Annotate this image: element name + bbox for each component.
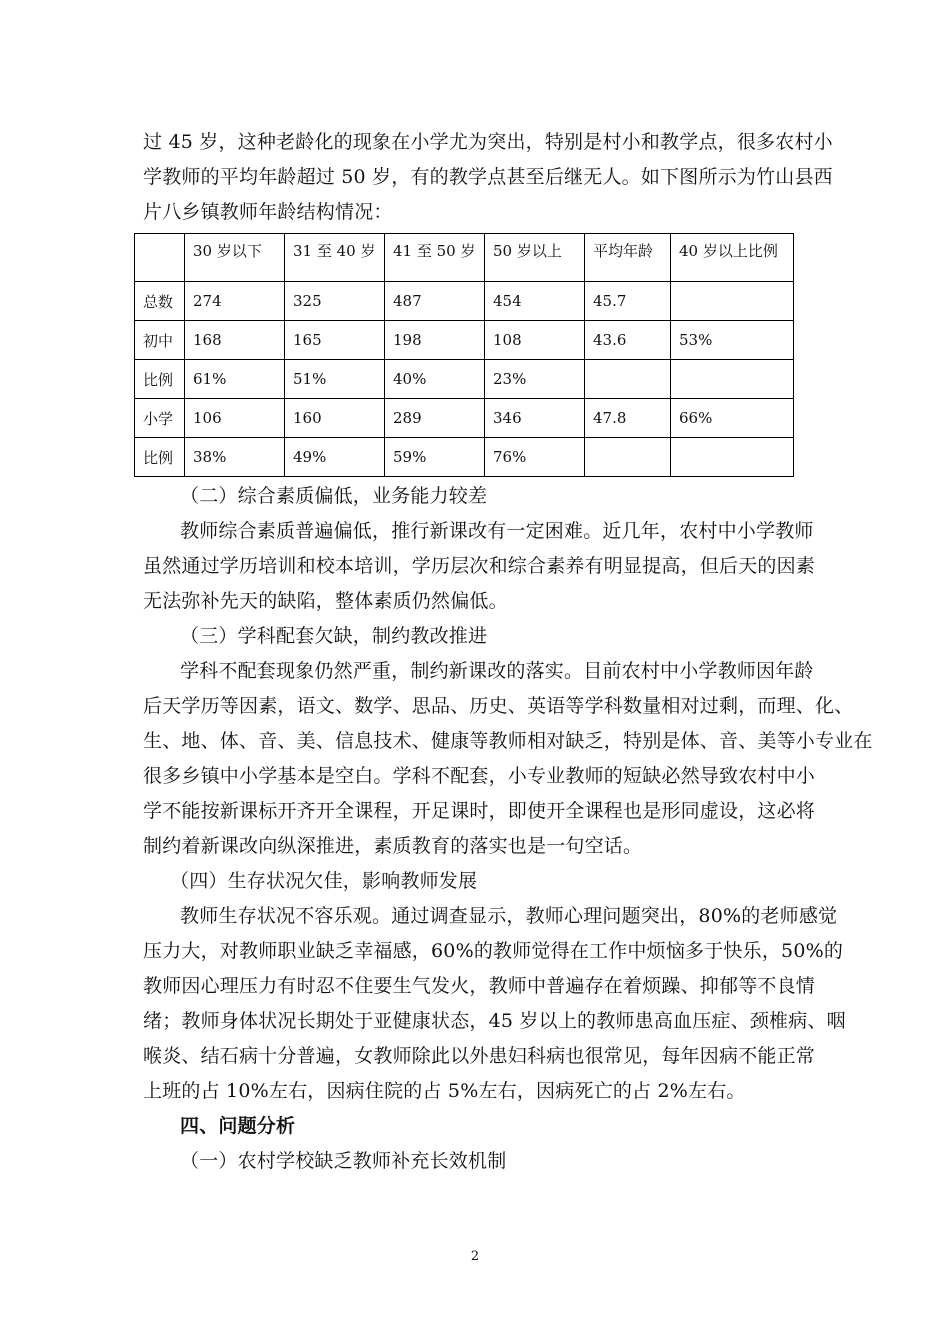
section-2-paragraph-line: 教师综合素质普遍偏低，推行新课改有一定困难。近几年，农村中小学教师 bbox=[180, 520, 814, 542]
table-cell: 454 bbox=[485, 282, 585, 321]
table-cell: 59% bbox=[385, 438, 485, 477]
table-cell: 43.6 bbox=[585, 321, 671, 360]
table-cell: 49% bbox=[285, 438, 385, 477]
table-cell: 61% bbox=[185, 360, 285, 399]
section-4-paragraph-line: 教师因心理压力有时忍不住要生气发火，教师中普遍存在着烦躁、抑郁等不良情 bbox=[143, 975, 816, 997]
table-cell: 487 bbox=[385, 282, 485, 321]
section-2-paragraph-line: 虽然通过学历培训和校本培训，学历层次和综合素养有明显提高，但后天的因素 bbox=[143, 555, 816, 577]
table-row bbox=[135, 321, 794, 360]
table-row bbox=[135, 360, 794, 399]
table-cell: 289 bbox=[385, 399, 485, 438]
analysis-subheading: （一）农村学校缺乏教师补充长效机制 bbox=[180, 1150, 507, 1172]
table-header-cell: 41 至 50 岁 bbox=[385, 234, 485, 282]
table-cell: 165 bbox=[285, 321, 385, 360]
table-cell: 106 bbox=[185, 399, 285, 438]
section-3-paragraph-line: 生、地、体、音、美、信息技术、健康等教师相对缺乏，特别是体、音、美等小专业在 bbox=[143, 730, 873, 752]
section-2-heading: （二）综合素质偏低，业务能力较差 bbox=[180, 485, 488, 507]
table-cell: 比例 bbox=[135, 438, 185, 477]
table-cell: 346 bbox=[485, 399, 585, 438]
section-3-paragraph-line: 制约着新课改向纵深推进，素质教育的落实也是一句空话。 bbox=[143, 835, 643, 857]
table-cell: 38% bbox=[185, 438, 285, 477]
table-cell: 比例 bbox=[135, 360, 185, 399]
page-number: 2 bbox=[470, 1249, 480, 1264]
section-3-paragraph-line: 学科不配套现象仍然严重，制约新课改的落实。目前农村中小学教师因年龄 bbox=[180, 660, 814, 682]
section-4-paragraph-line: 压力大，对教师职业缺乏幸福感，60%的教师觉得在工作中烦恼多于快乐，50%的 bbox=[143, 940, 844, 962]
table-header-row bbox=[135, 234, 794, 282]
table-cell: 40% bbox=[385, 360, 485, 399]
table-cell: 23% bbox=[485, 360, 585, 399]
table-cell bbox=[585, 360, 671, 399]
table-cell bbox=[671, 360, 794, 399]
table-cell: 325 bbox=[285, 282, 385, 321]
table-header-cell: 30 岁以下 bbox=[185, 234, 285, 282]
table-header-cell: 40 岁以上比例 bbox=[671, 234, 794, 282]
table-cell: 45.7 bbox=[585, 282, 671, 321]
table-header-cell: 50 岁以上 bbox=[485, 234, 585, 282]
table-cell: 初中 bbox=[135, 321, 185, 360]
table-cell: 76% bbox=[485, 438, 585, 477]
intro-line-1: 过 45 岁，这种老龄化的现象在小学尤为突出，特别是村小和教学点，很多农村小 bbox=[143, 131, 833, 153]
section-3-paragraph-line: 很多乡镇中小学基本是空白。学科不配套，小专业教师的短缺必然导致农村中小 bbox=[143, 765, 816, 787]
table-cell bbox=[671, 438, 794, 477]
table-cell bbox=[671, 282, 794, 321]
table-cell: 53% bbox=[671, 321, 794, 360]
section-3-paragraph-line: 学不能按新课标开齐开全课程，开足课时，即使开全课程也是形同虚设，这必将 bbox=[143, 800, 816, 822]
table-header-cell: 31 至 40 岁 bbox=[285, 234, 385, 282]
section-3-heading: （三）学科配套欠缺，制约教改推进 bbox=[180, 625, 488, 647]
section-4-paragraph-line: 上班的占 10%左右，因病住院的占 5%左右，因病死亡的占 2%左右。 bbox=[143, 1080, 746, 1102]
table-cell: 168 bbox=[185, 321, 285, 360]
analysis-heading: 四、问题分析 bbox=[180, 1115, 296, 1137]
table-header-cell bbox=[135, 234, 185, 282]
section-4-heading: （四）生存状况欠佳，影响教师发展 bbox=[170, 870, 478, 892]
table-cell: 51% bbox=[285, 360, 385, 399]
section-4-paragraph-line: 喉炎、结石病十分普遍，女教师除此以外患妇科病也很常见，每年因病不能正常 bbox=[143, 1045, 816, 1067]
teacher-age-table bbox=[134, 233, 794, 477]
section-4-paragraph-line: 教师生存状况不容乐观。通过调查显示，教师心理问题突出，80%的老师感觉 bbox=[180, 905, 838, 927]
table-cell: 小学 bbox=[135, 399, 185, 438]
table-row bbox=[135, 399, 794, 438]
table-cell: 108 bbox=[485, 321, 585, 360]
table-cell: 47.8 bbox=[585, 399, 671, 438]
intro-line-3: 片八乡镇教师年龄结构情况： bbox=[143, 201, 393, 223]
table-cell: 198 bbox=[385, 321, 485, 360]
table-cell: 66% bbox=[671, 399, 794, 438]
table-cell: 274 bbox=[185, 282, 285, 321]
section-4-paragraph-line: 绪；教师身体状况长期处于亚健康状态，45 岁以上的教师患高血压症、颈椎病、咽 bbox=[143, 1010, 846, 1032]
section-2-paragraph-line: 无法弥补先天的缺陷，整体素质仍然偏低。 bbox=[143, 590, 508, 612]
section-3-paragraph-line: 后天学历等因素，语文、数学、思品、历史、英语等学科数量相对过剩，而理、化、 bbox=[143, 695, 854, 717]
table-cell: 160 bbox=[285, 399, 385, 438]
intro-line-2: 学教师的平均年龄超过 50 岁，有的教学点甚至后继无人。如下图所示为竹山县西 bbox=[143, 166, 833, 188]
table-row bbox=[135, 438, 794, 477]
table-cell: 总数 bbox=[135, 282, 185, 321]
table-row bbox=[135, 282, 794, 321]
table-cell bbox=[585, 438, 671, 477]
table-header-cell: 平均年龄 bbox=[585, 234, 671, 282]
